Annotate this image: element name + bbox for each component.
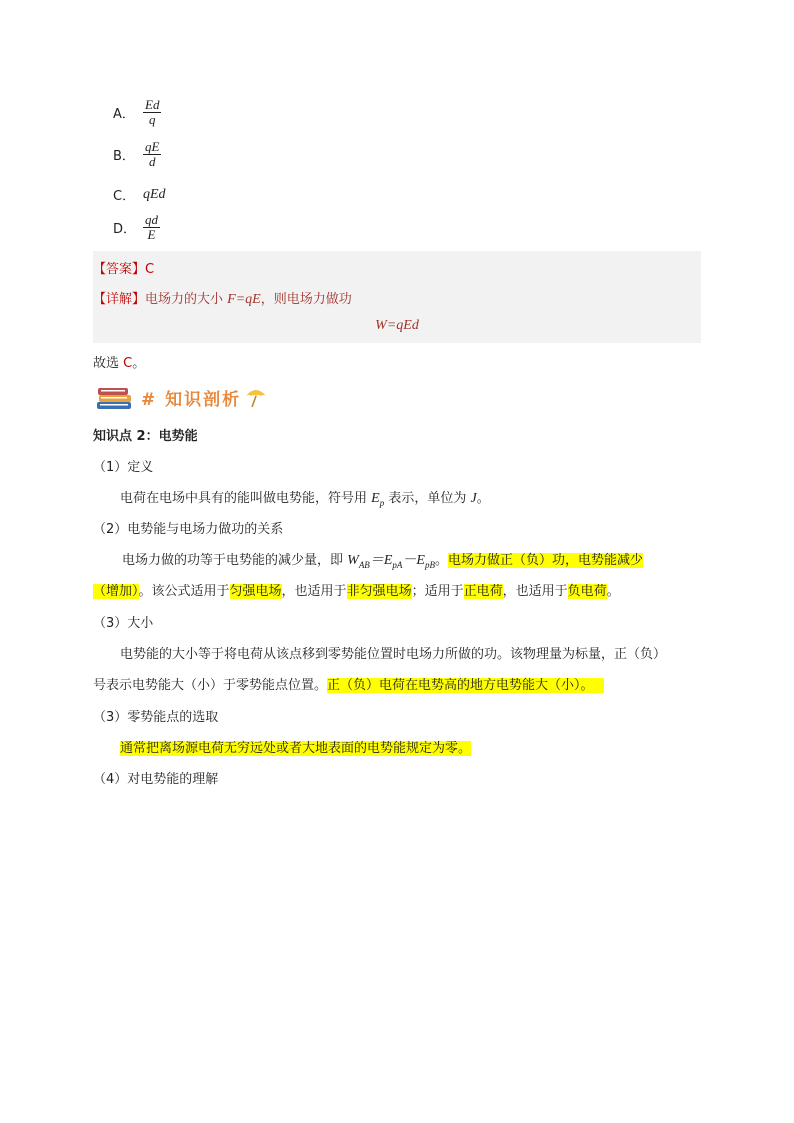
conclusion (93, 352, 145, 371)
unit: J (470, 491, 477, 506)
paragraph (122, 549, 643, 570)
fraction (143, 213, 160, 242)
option-label: A． (113, 107, 135, 122)
f-w: W (347, 553, 359, 568)
text: ；适用于 (411, 584, 464, 599)
option-label: D． (113, 222, 137, 237)
f-minus: － (402, 553, 417, 568)
denominator: d (148, 154, 156, 169)
section-heading: （3）零势能点的选取 (93, 710, 219, 725)
numerator: qE (145, 139, 160, 154)
answer-tag: 【答案】 (93, 262, 146, 277)
section-heading: （4）对电势能的理解 (93, 772, 219, 787)
highlight: 匀强电场 (229, 584, 282, 599)
formula-force: F=qE (227, 292, 261, 307)
knowledge-point-title: 知识点 2：电势能 (93, 429, 198, 444)
highlight: 电场力做正（负）功，电势能减少 (447, 553, 643, 568)
banner-title: # 知识剖析 (141, 389, 242, 410)
text: 。 (606, 584, 620, 599)
conclusion-prefix: 故选 (93, 356, 124, 371)
highlight: 负电荷 (567, 584, 607, 599)
f-w-sub: AB (358, 559, 370, 570)
text: 电荷在电场中具有的能叫做电势能，符号用 (120, 491, 372, 506)
option-c (113, 185, 166, 204)
fraction (143, 98, 161, 127)
numerator: qd (145, 212, 158, 227)
books-icon (95, 382, 137, 412)
detail-line (93, 288, 352, 308)
numerator: Ed (145, 97, 160, 112)
option-text: qEd (143, 186, 166, 202)
text: 表示，单位为 (384, 491, 471, 506)
fraction (143, 140, 161, 169)
paragraph (120, 737, 471, 756)
highlight: （增加） (93, 584, 139, 599)
paragraph: 电势能的大小等于将电荷从该点移到零势能位置时电场力所做的功。该物理量为标量，正（负） (120, 647, 667, 662)
section-heading: （3）大小 (93, 616, 154, 631)
umbrella-icon (243, 384, 269, 410)
paragraph-continued (93, 674, 604, 693)
text: 电场力做的功等于电势能的减少量，即 (122, 553, 348, 568)
denominator: E (147, 227, 156, 242)
option-b (113, 140, 161, 169)
section-heading: （1）定义 (93, 460, 154, 475)
f-e1-sub: pA (392, 559, 403, 570)
conclusion-suffix: 。 (132, 356, 146, 371)
detail-text: ，则电场力做功 (260, 292, 352, 307)
detail-tag: 【详解】 (93, 292, 146, 307)
section-banner (95, 382, 269, 412)
highlight: 正（负）电荷在电势高的地方电势能大（小）。 (327, 678, 604, 693)
detail-text: 电场力的大小 (145, 292, 228, 307)
symbol-main: E (371, 491, 380, 506)
option-d (113, 213, 160, 242)
text: 号表示电势能大（小）于零势能点位置。 (93, 678, 328, 693)
symbol-ep (371, 491, 384, 506)
text: 。 (476, 491, 490, 506)
highlight: 正电荷 (463, 584, 503, 599)
formula-work: W=qEd (375, 318, 419, 333)
option-label: C． (113, 189, 136, 204)
text: 。 (434, 553, 448, 568)
text: ，也适用于 (502, 584, 568, 599)
detail-formula-line (93, 318, 701, 334)
symbol-sub: p (379, 497, 385, 508)
section-heading: （2）电势能与电场力做功的关系 (93, 522, 284, 537)
paragraph-continued (93, 580, 620, 599)
formula-work-energy (347, 553, 435, 568)
answer-value: C (145, 262, 155, 277)
option-a (113, 98, 161, 127)
denominator: q (148, 112, 156, 127)
paragraph (120, 487, 490, 508)
f-e2-sub: pB (424, 559, 435, 570)
highlight: 通常把离场源电荷无穷远处或者大地表面的电势能规定为零。 (120, 741, 472, 756)
answer-line (93, 258, 154, 277)
f-e2: E (416, 553, 425, 568)
text: ，也适用于 (281, 584, 347, 599)
f-eq: ＝ (369, 553, 384, 568)
option-label: B． (113, 149, 135, 164)
text: 。该公式适用于 (138, 584, 230, 599)
highlight: 非匀强电场 (346, 584, 412, 599)
f-e1: E (383, 553, 393, 568)
conclusion-value: C (123, 356, 133, 371)
